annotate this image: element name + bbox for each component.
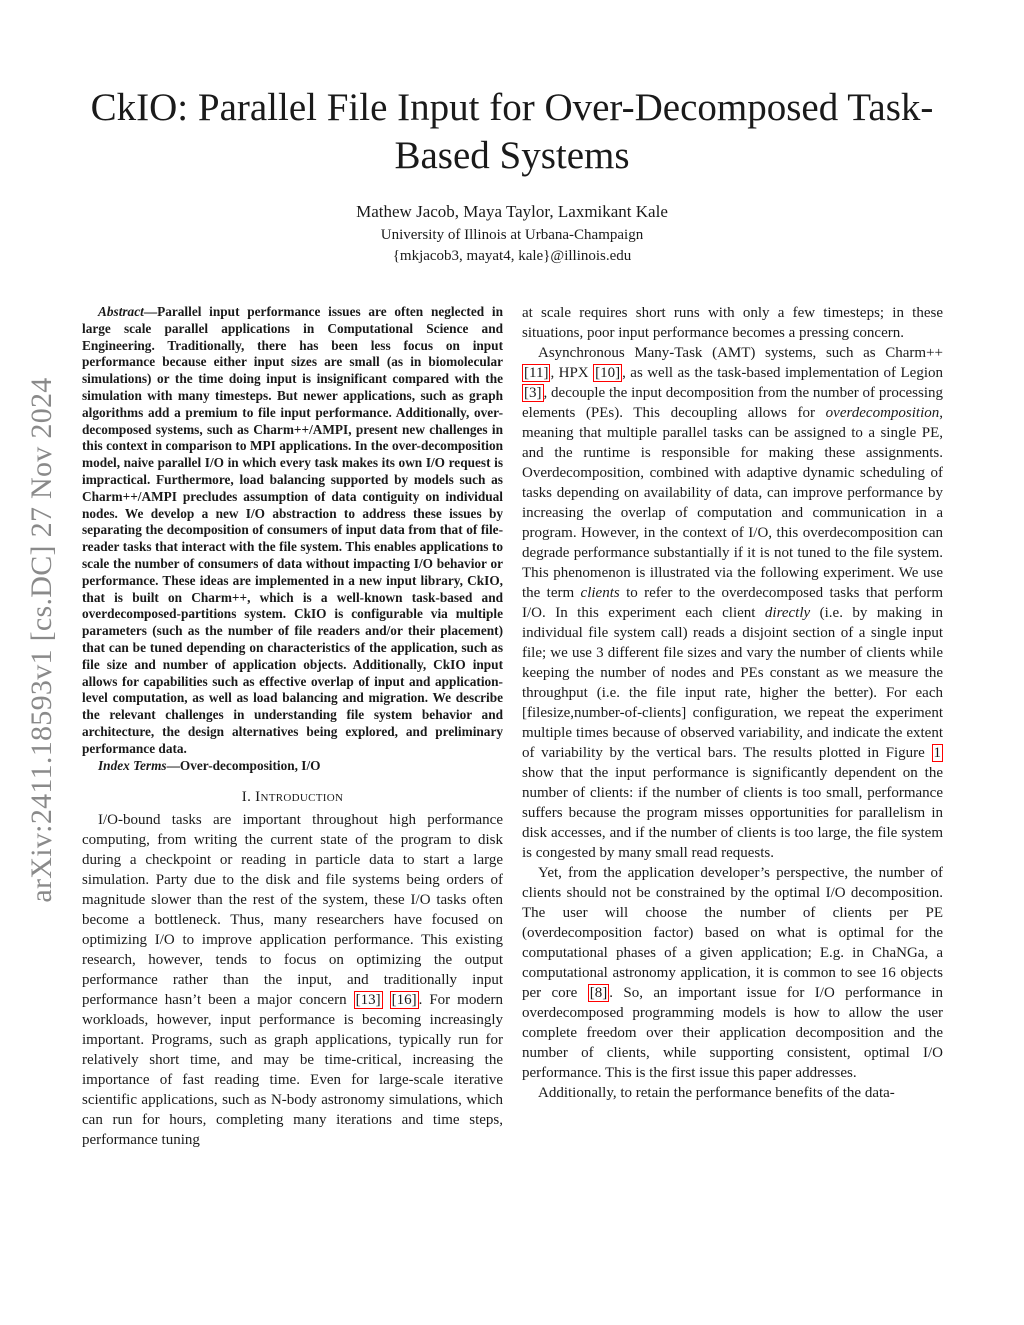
developer-paragraph: [522, 863, 943, 1083]
text-run: Yet, from the application developer’s perspective, the number of clients should not be constrained by the optimal I/O decomposition. The user will choose the number of clients per PE (overdecomposition factor) based on what is optimal for the computational phases of a given application; E.g. in ChaNGa, a computational astronomy application, it is common to see 16 objects per core: [522, 865, 943, 1001]
amt-paragraph: [522, 343, 943, 863]
index-terms-text: —Over-decomposition, I/O: [166, 757, 321, 773]
text-run: I/O-bound tasks are important throughout high performance computing, from writing the current state of the program to disk during a checkpoint or reading in particle data to start a large simulation. Party due to the disk and file systems being orders of magnitude slower than the rest of the system, these I/O tasks often become a bottleneck. Thus, many researchers have focused on optimizing I/O to improve application performance. This existing research, however, tends to focus on optimizing the output performance rather than the input, and traditionally input performance hasn’t been a major concern: [82, 812, 503, 1009]
abstract: [82, 304, 503, 758]
text-run: . So, an important issue for I/O performance in overdecomposed programming models is how to allow the user complete freedom over their application decomposition and the number of clients, while supporting consistent, optimal I/O performance. This is the first issue this paper addresses.: [522, 985, 943, 1081]
index-terms: [82, 758, 503, 775]
abstract-text: —Parallel input performance issues are often neglected in large scale parallel applications in Computational Science and Engineering. Traditionally, there has been less focus on input performance because either input sizes are small (as in biomolecular simulations) or the time doing input is insignificant compared with the simulation with many timesteps. But newer applications, such as graph algorithms add a premium to file input performance. Additionally, over-decomposed systems, such as Charm++/AMPI, present new challenges in this context in comparison to MPI applications. In the over-decomposition model, naive parallel I/O in which every task makes its own I/O request is impractical. Furthermore, load balancing supported by models such as Charm++/AMPI precludes assumption of data contiguity on individual nodes. We develop a new I/O abstraction to address these issues by separating the decomposition of consumers of input data from that of file-reader tasks that interact with the file system. This enables applications to scale the number of consumers of data without impacting I/O behavior or performance. These ideas are implemented in a new input library, CkIO, that is built on Charm++, which is a well-known task-based and overdecomposed-partitions system. CkIO is configurable via multiple parameters (such as the number of file readers and/or their placement) that can be tuned depending on characteristics of the application, such as file size and number of application objects. Additionally, CkIO input allows for capabilities such as effective overlap of input and application-level computation, as well as load balancing and migration. We describe the relevant challenges in understanding file system behavior and architecture, the design alternatives being explored, and preliminary performance data.: [82, 304, 503, 756]
text-run: , decouple the input decomposition from the number of processing elements (PEs). This decoupling allows for: [522, 385, 943, 421]
text-run: Asynchronous Many-Task (AMT) systems, such as Charm++: [538, 345, 943, 361]
continued-paragraph: at scale requires short runs with only a few timesteps; in these situations, poor input performance becomes a pressing concern.: [522, 305, 943, 341]
right-column: [522, 303, 943, 1103]
text-run: to refer to the overdecomposed tasks that perform I/O. In this experiment each client: [522, 585, 943, 621]
author-block: [0, 200, 1024, 267]
emphasis: directly: [764, 605, 811, 621]
paper-title: CkIO: Parallel File Input for Over-Decomposed Task-Based Systems: [90, 86, 934, 177]
text-run: , as well as the task-based implementation of Legion: [622, 365, 943, 381]
left-column: [82, 304, 503, 1150]
index-terms-label: Index Terms: [98, 757, 167, 773]
figure-link[interactable]: 1: [933, 745, 941, 761]
arxiv-identifier: arXiv:2411.18593v1 [cs.DC] 27 Nov 2024: [25, 377, 58, 903]
citation-link[interactable]: [13]: [355, 992, 381, 1009]
intro-paragraph: [82, 810, 503, 1150]
citation-link[interactable]: [10]: [595, 365, 621, 381]
author-emails: {mkjacob3, mayat4, kale}@illinois.edu: [392, 248, 632, 264]
affiliation: University of Illinois at Urbana-Champaign: [380, 227, 644, 243]
arxiv-sidebar: [12, 320, 72, 960]
abstract-label: Abstract: [98, 304, 144, 319]
emphasis: clients: [580, 585, 620, 601]
citation-link[interactable]: [16]: [391, 992, 417, 1009]
text-run: , meaning that multiple parallel tasks can be assigned to a single PE, and the runtime is responsible for making these assignments. Overdecomposition, combined with adaptive dynamic scheduling of tasks depending on availability of data, can improve performance by increasing the overlap of computation and communication in a program. However, in the context of I/O, this overdecomposition can degrade performance substantially if it is not tuned to the file system. This phenomenon is illustrated via the following experiment. We use the term: [522, 405, 943, 601]
text-run: , HPX: [550, 365, 594, 381]
citation-link[interactable]: [3]: [524, 385, 542, 401]
last-paragraph: Additionally, to retain the performance benefits of the data-: [538, 1085, 895, 1101]
text-run: . For modern workloads, however, input performance is becoming increasingly important. Programs, such as graph applications, typically run for relatively short time, and may be time-critical, increasing the importance of fast reading time. Even for large-scale iterative scientific applications, such as N-body astronomy simulations, which can run for hours, completing many iterations and time steps, performance tuning: [82, 992, 503, 1149]
section-heading-introduction: I. Introduction: [241, 789, 344, 806]
author-names: Mathew Jacob, Maya Taylor, Laxmikant Kale: [356, 202, 668, 221]
text-run: show that the input performance is significantly dependent on the number of clients: if the number of clients is too small, performance suffers because the program misses opportunities for parallelism in disk accesses, and if the number of clients is too large, the file system is congested by many small read requests.: [522, 765, 943, 861]
citation-link[interactable]: [11]: [524, 365, 549, 381]
citation-link[interactable]: [8]: [589, 985, 608, 1001]
text-run: (i.e. by making in individual file system call) reads a disjoint section of a single input file; we use 3 different file sizes and vary the number of clients while keeping the number of nodes and PEs constant as we measure the throughput (i.e. the file input rate, higher the better). For each [filesize,number-of-clients] configuration, we repeat the experiment multiple times because of observed variability, and indicate the extent of variability by the vertical bars. The results plotted in Figure: [522, 605, 943, 761]
emphasis: overdecomposition: [825, 405, 940, 421]
